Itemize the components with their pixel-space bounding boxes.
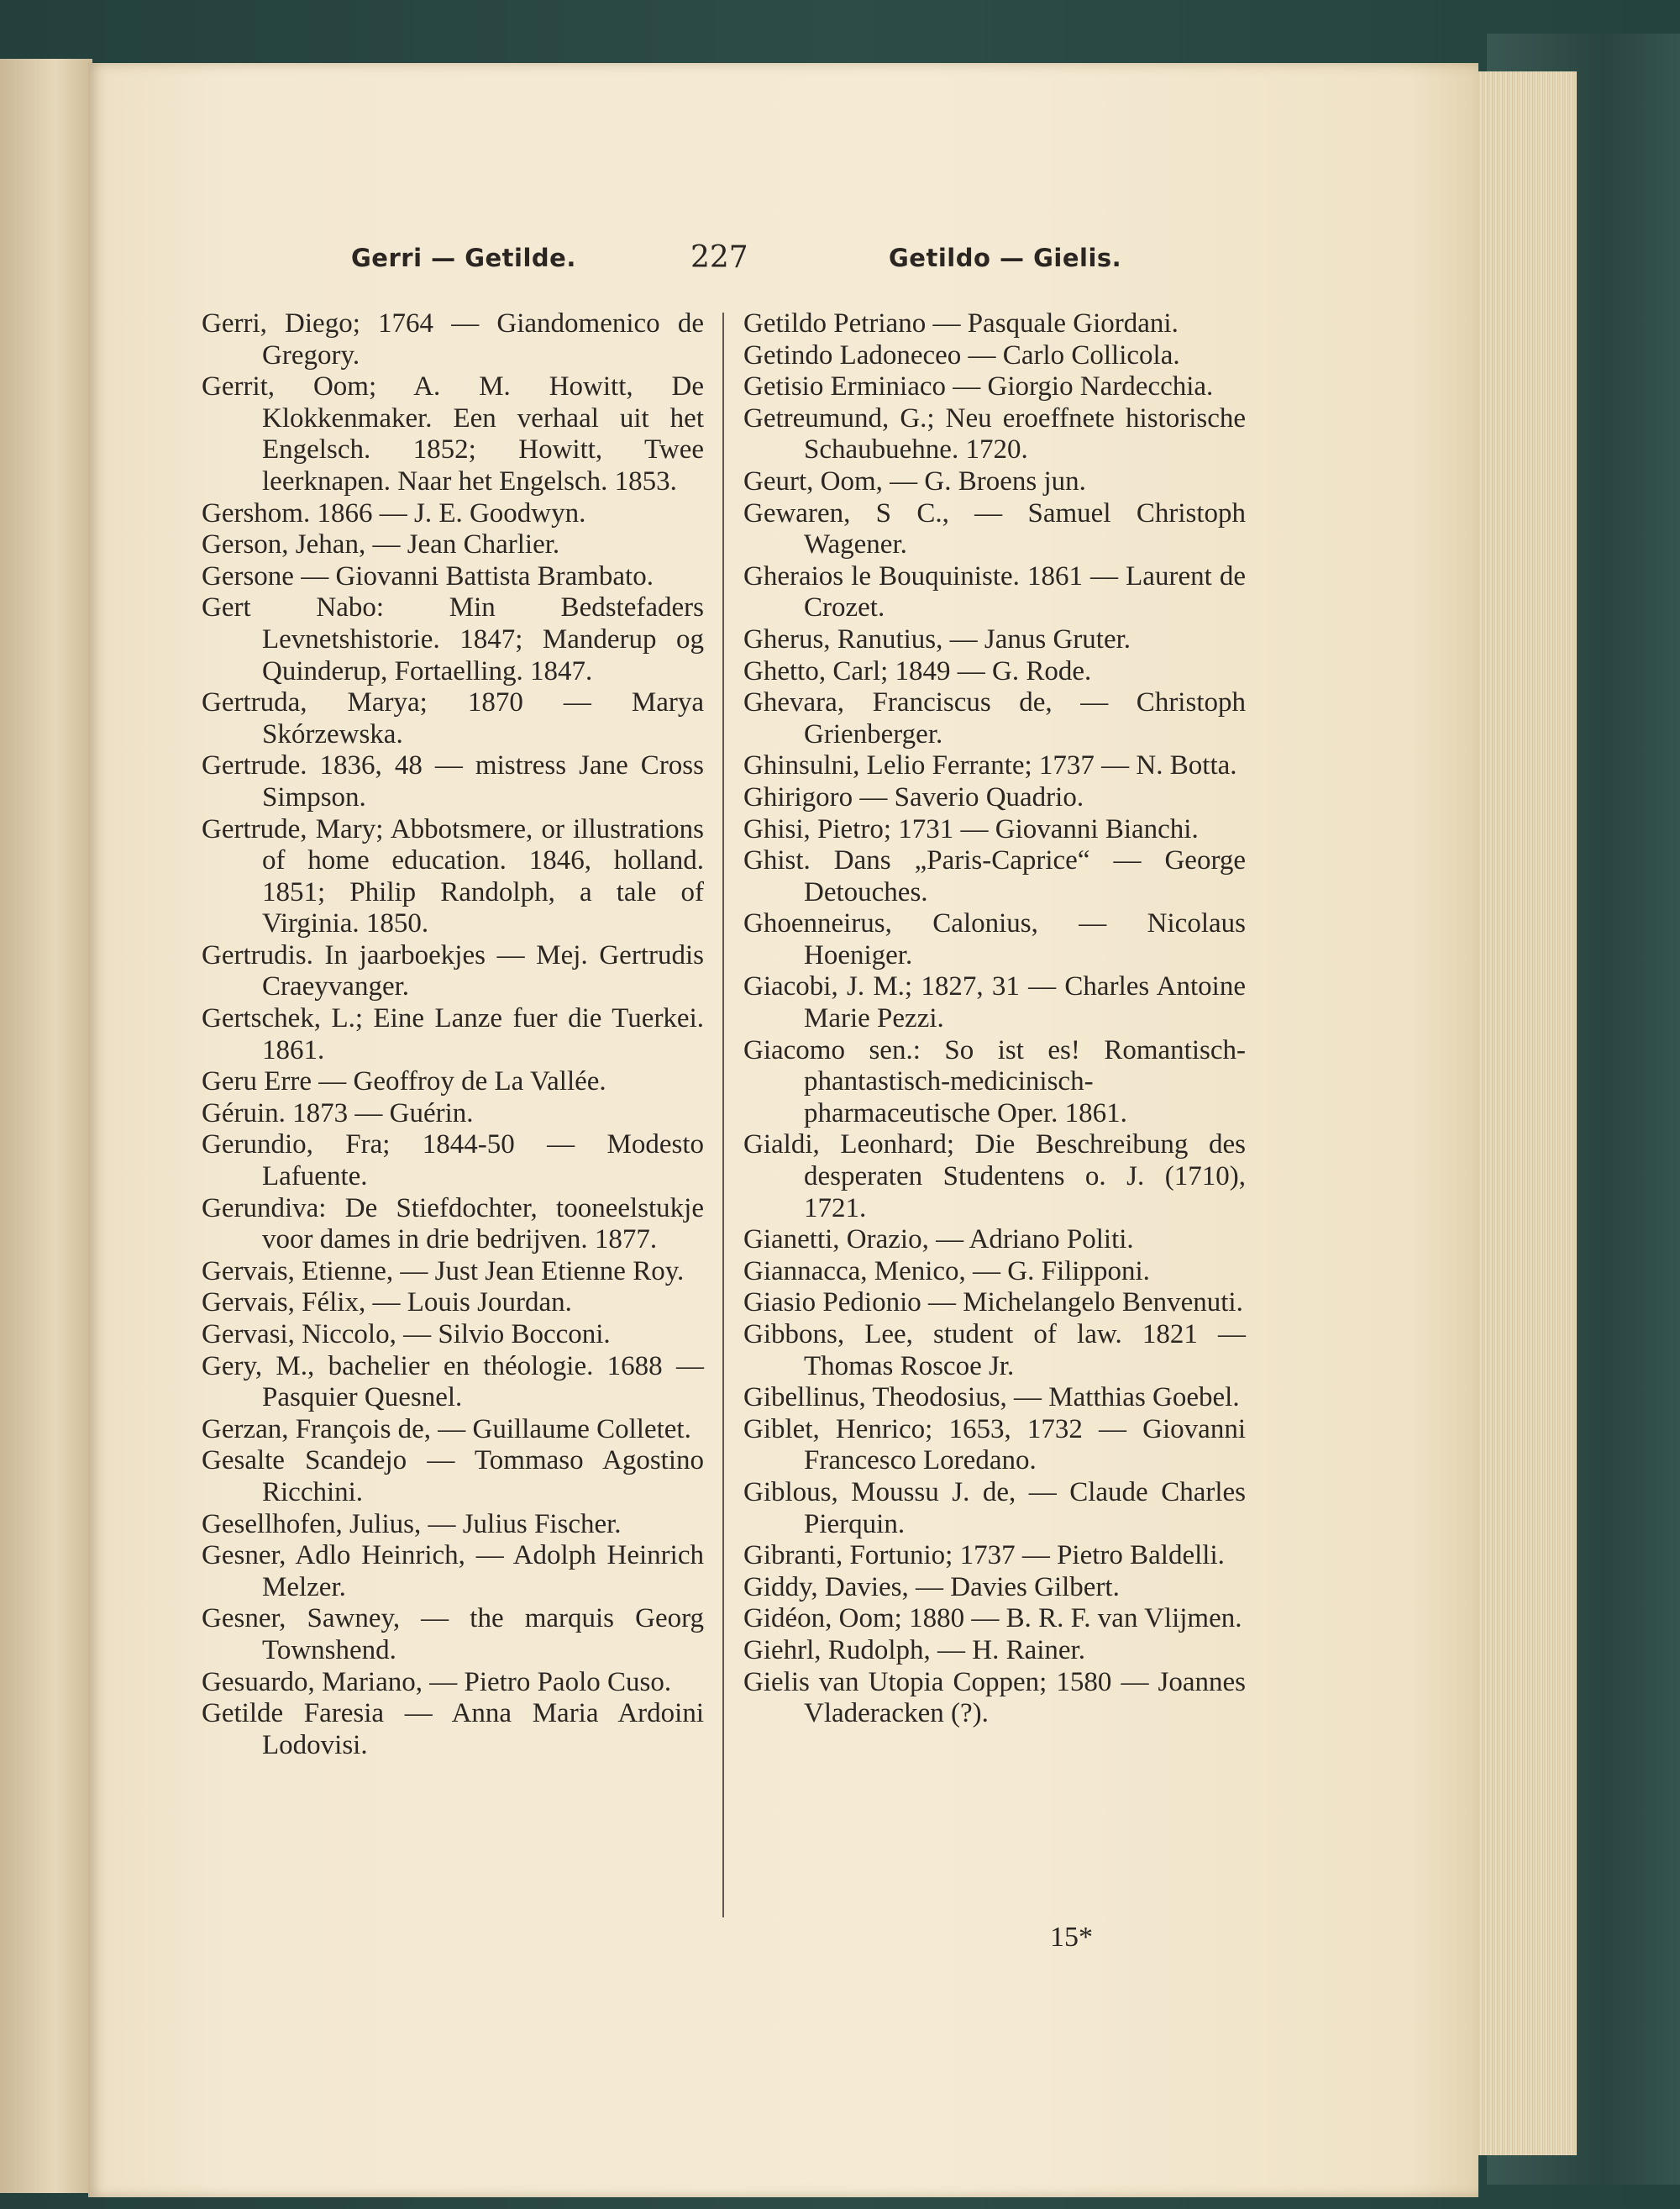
index-entry: Gertrude. 1836, 48 — mistress Jane Cross Simpson. (202, 750, 704, 813)
facing-page-edge (0, 59, 92, 2193)
page-stack-edges (1466, 71, 1577, 2155)
index-entry: Ghirigoro — Saverio Quadrio. (743, 781, 1084, 813)
index-entry: Ghisi, Pietro; 1731 — Giovanni Bianchi. (743, 813, 1199, 844)
index-entry: Gertschek, L.; Eine Lanze fuer die Tuerkei. 1861. (202, 1003, 704, 1065)
signature-mark: 15* (1050, 1922, 1093, 1953)
index-entry: Gery, M., bachelier en théologie. 1688 — Pasquier Quesnel. (202, 1350, 704, 1413)
index-entry: Giblet, Henrico; 1653, 1732 — Giovanni Francesco Loredano. (743, 1413, 1246, 1476)
index-entry: Giacobi, J. M.; 1827, 31 — Charles Antoine Marie Pezzi. (743, 971, 1246, 1034)
index-entry: Gesalte Scandejo — Tommaso Agostino Ricchini. (202, 1445, 704, 1507)
index-entry: Giacomo sen.: So ist es! Romantisch-phantastisch-medicinisch-pharmaceutische Oper. 1861. (743, 1034, 1246, 1128)
column-divider (722, 313, 724, 1917)
index-entry: Gervais, Etienne, — Just Jean Etienne Roy. (202, 1255, 685, 1286)
index-entry: Gervasi, Niccolo, — Silvio Bocconi. (202, 1319, 611, 1349)
left-column (202, 308, 704, 1761)
index-entry: Gertrude, Mary; Abbotsmere, or illustrations of home education. 1846, holland. 1851; Philip Randolph, a tale of Virginia. 1850. (202, 813, 704, 939)
index-entry: Gervais, Félix, — Louis Jourdan. (202, 1287, 572, 1318)
index-entry: Ghinsulni, Lelio Ferrante; 1737 — N. Botta. (743, 750, 1237, 781)
index-entry: Ghoenneirus, Calonius, — Nicolaus Hoeniger. (743, 908, 1246, 970)
page-number: 227 (690, 240, 748, 275)
index-entry: Gerzan, François de, — Guillaume Colletet. (202, 1413, 691, 1444)
index-entry: Giasio Pedionio — Michelangelo Benvenuti. (743, 1287, 1243, 1318)
index-entry: Geru Erre — Geoffroy de La Vallée. (202, 1066, 606, 1097)
running-head-right: Getildo — Gielis. (889, 244, 1122, 272)
index-entry: Gerri, Diego; 1764 — Giandomenico de Gregory. (202, 308, 704, 371)
index-entry: Gherus, Ranutius, — Janus Gruter. (743, 623, 1131, 655)
index-entry: Gershom. 1866 — J. E. Goodwyn. (202, 497, 586, 529)
index-entry: Getilde Faresia — Anna Maria Ardoini Lodovisi. (202, 1698, 704, 1760)
index-entry: Ghetto, Carl; 1849 — G. Rode. (743, 655, 1092, 686)
index-entry: Gerundio, Fra; 1844-50 — Modesto Lafuente. (202, 1129, 704, 1192)
right-column (743, 308, 1246, 1730)
index-entry: Gialdi, Leonhard; Die Beschreibung des desperaten Studentens o. J. (1710), 1721. (743, 1129, 1246, 1223)
index-entry: Gheraios le Bouquiniste. 1861 — Laurent de Crozet. (743, 560, 1246, 623)
index-entry: Gianetti, Orazio, — Adriano Politi. (743, 1224, 1134, 1255)
index-entry: Getindo Ladoneceo — Carlo Collicola. (743, 339, 1180, 371)
index-entry: Gibbons, Lee, student of law. 1821 — Thomas Roscoe Jr. (743, 1319, 1246, 1381)
index-entry: Gertrudis. In jaarboekjes — Mej. Gertrudis Craeyvanger. (202, 939, 704, 1002)
index-entry: Ghevara, Franciscus de, — Christoph Grienberger. (743, 687, 1246, 749)
index-entry: Géruin. 1873 — Guérin. (202, 1097, 474, 1128)
index-entry: Giehrl, Rudolph, — H. Rainer. (743, 1634, 1085, 1665)
index-entry: Gesellhofen, Julius, — Julius Fischer. (202, 1508, 622, 1539)
index-entry: Getreumund, G.; Neu eroeffnete historische Schaubuehne. 1720. (743, 402, 1246, 465)
index-entry: Getildo Petriano — Pasquale Giordani. (743, 308, 1179, 339)
index-entry: Gibellinus, Theodosius, — Matthias Goebel. (743, 1382, 1240, 1413)
index-entry: Gidéon, Oom; 1880 — B. R. F. van Vlijmen. (743, 1603, 1242, 1634)
index-entry: Gesuardo, Mariano, — Pietro Paolo Cuso. (202, 1666, 672, 1697)
index-entry: Ghist. Dans „Paris-Caprice“ — George Detouches. (743, 845, 1246, 907)
index-entry: Gielis van Utopia Coppen; 1580 — Joannes Vladeracken (?). (743, 1666, 1246, 1729)
index-entry: Gert Nabo: Min Bedstefaders Levnetshistorie. 1847; Manderup og Quinderup, Fortaelling. 1847. (202, 592, 704, 686)
index-entry: Gewaren, S C., — Samuel Christoph Wagener. (743, 497, 1246, 560)
index-entry: Gibranti, Fortunio; 1737 — Pietro Baldelli. (743, 1540, 1225, 1571)
index-entry: Giddy, Davies, — Davies Gilbert. (743, 1571, 1120, 1602)
index-entry: Geurt, Oom, — G. Broens jun. (743, 465, 1086, 497)
index-entry: Getisio Erminiaco — Giorgio Nardecchia. (743, 371, 1214, 402)
index-entry: Gesner, Sawney, — the marquis Georg Townshend. (202, 1603, 704, 1665)
index-entry: Gerrit, Oom; A. M. Howitt, De Klokkenmaker. Een verhaal uit het Engelsch. 1852; Howitt, Twee leerknapen. Naar het Engelsch. 1853. (202, 371, 704, 497)
index-entry: Gesner, Adlo Heinrich, — Adolph Heinrich Melzer. (202, 1540, 704, 1602)
index-entry: Gerundiva: De Stiefdochter, tooneelstukje voor dames in drie bedrijven. 1877. (202, 1192, 704, 1255)
index-entry: Gerson, Jehan, — Jean Charlier. (202, 529, 560, 560)
index-entry: Gersone — Giovanni Battista Brambato. (202, 560, 654, 592)
index-entry: Giannacca, Menico, — G. Filipponi. (743, 1255, 1150, 1286)
index-entry: Gertruda, Marya; 1870 — Marya Skórzewska. (202, 687, 704, 749)
index-entry: Giblous, Moussu J. de, — Claude Charles Pierquin. (743, 1476, 1246, 1539)
running-head-left: Gerri — Getilde. (351, 244, 576, 272)
